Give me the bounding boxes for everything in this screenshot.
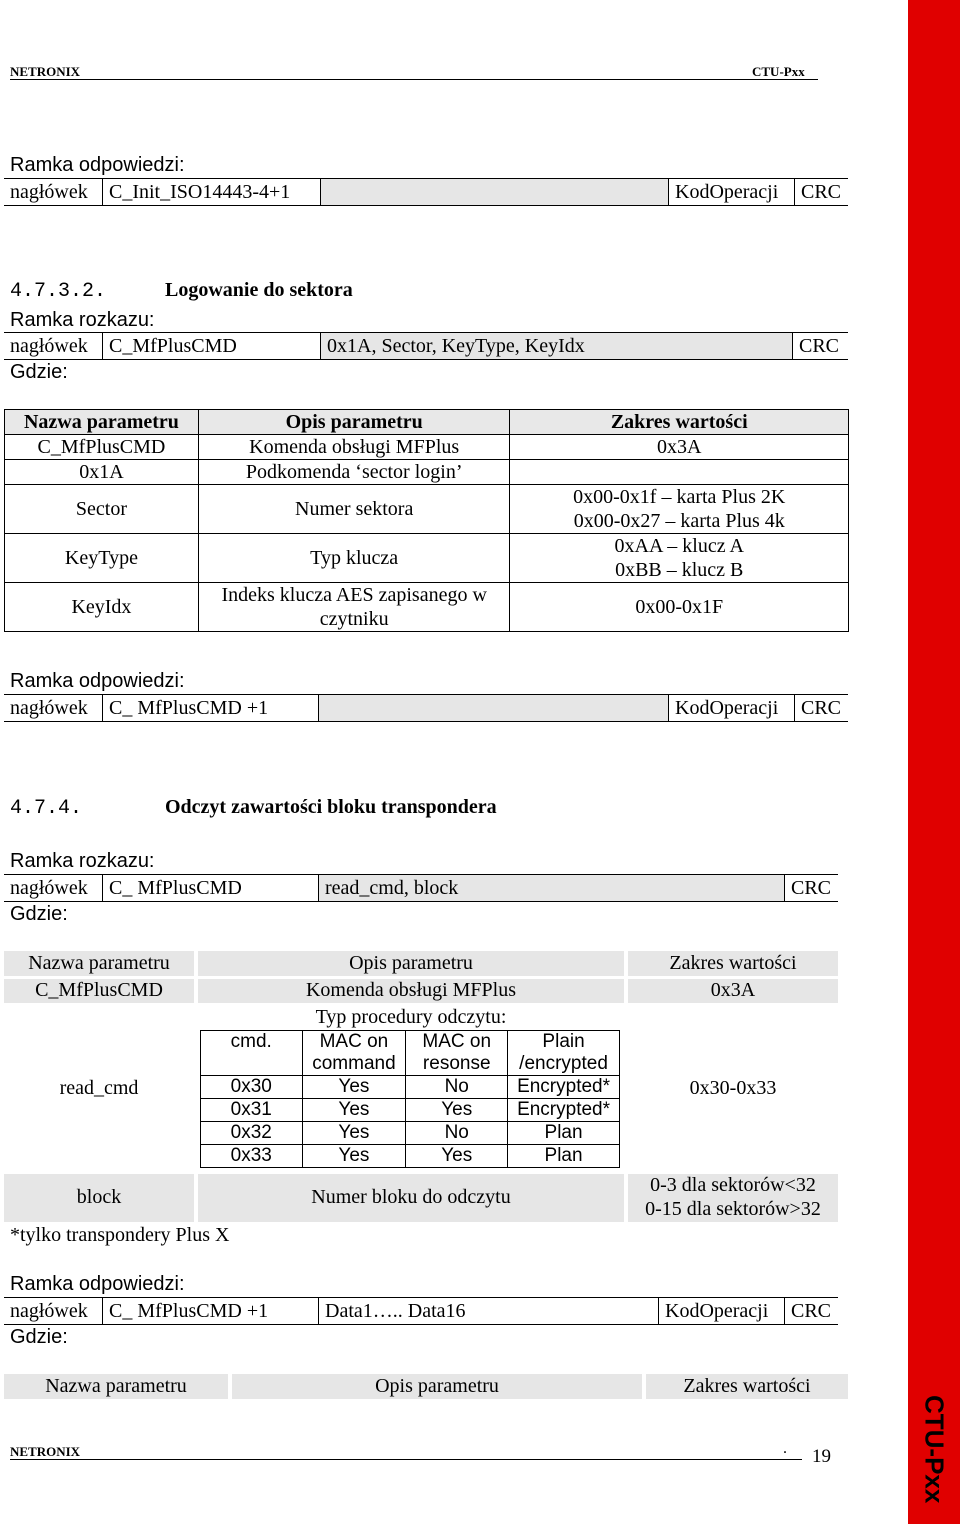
cell-desc: Komenda obsługi MFPlus [198,435,510,460]
frame-cell-crc: CRC [784,1298,838,1324]
s3-th-range: Zakres wartości [669,952,797,974]
table-row [5,583,849,632]
inner-header-row [201,1031,620,1076]
side-label: CTU-Pxx [919,1395,950,1504]
inner-th-cmd [201,1031,303,1076]
inner-cell: Yes [406,1099,508,1122]
s3-readcmd-name: read_cmd [59,1077,139,1099]
cell-desc [198,583,510,632]
cell-desc: Typ klucza [198,534,510,583]
th-desc: Opis parametru [198,410,510,435]
frame-cell-crc: CRC [794,695,848,721]
inner-row [201,1122,620,1145]
inner-cell: Yes [406,1145,508,1168]
table-header-row [5,410,849,435]
inner-cell: Yes [302,1099,406,1122]
s3-r1-desc: Komenda obsługi MFPlus [305,979,517,1001]
inner-th-plain [508,1031,620,1076]
s3-section-number: 4.7.4. [10,797,83,820]
inner-cell: 0x31 [201,1099,303,1122]
s3-readcmd-range: 0x30-0x33 [689,1077,777,1099]
s2-section-title: Logowanie do sektora [165,279,353,301]
cell-name: KeyType [5,534,199,583]
footer-company: NETRONIX [10,1444,81,1459]
inner-cell: Encrypted* [508,1076,620,1099]
footer-rule [10,1459,802,1460]
frame-cell-header: nagłówek [10,334,88,357]
frame-cell-header: nagłówek [10,1299,88,1322]
table-row [5,534,849,583]
inner-cell: Yes [302,1122,406,1145]
cell-range: 0x3A [510,435,849,460]
frame-cell-params: read_cmd, block [318,875,784,901]
s3-footnote: *tylko transpondery Plus X [10,1224,230,1246]
s3-response-frame [4,1297,838,1325]
inner-row [201,1076,620,1099]
frame-cell-params: 0x1A, Sector, KeyType, KeyIdx [320,333,792,359]
s3-readcmd-desc: Typ procedury odczytu: [315,1006,507,1028]
th-range: Zakres wartości [510,410,849,435]
s3-where-label: Gdzie: [10,903,68,925]
inner-cell: 0x30 [201,1076,303,1099]
s2-response-label: Ramka odpowiedzi: [10,670,185,692]
range-line: 0xAA – klucz A [614,535,744,557]
s2-response-frame [4,694,848,722]
range-line: 0xBB – klucz B [615,559,744,581]
s3-t2-th-desc: Opis parametru [375,1375,499,1397]
inner-cell: Encrypted* [508,1099,620,1122]
s3-readcmd-inner-table [200,1030,620,1168]
inner-th-text: cmd. [230,1031,272,1052]
frame-cell-cmd: C_Init_ISO14443-4+1 [102,179,320,205]
frame-cell-cmd: C_ MfPlusCMD +1 [102,1298,318,1324]
header-product: CTU-Pxx [752,64,805,79]
cell-name: KeyIdx [5,583,199,632]
frame-cell-empty [320,179,668,205]
header-company: NETRONIX [10,64,81,79]
th-name: Nazwa parametru [5,410,199,435]
s3-block-name: block [76,1186,122,1208]
range-line: 0x00-0x1f – karta Plus 2K [573,486,786,508]
cell-desc: Podkomenda ‘sector login’ [198,460,510,485]
cell-range: 0x00-0x1F [510,583,849,632]
inner-cell: 0x33 [201,1145,303,1168]
frame-cell-opcode: KodOperacji [668,179,794,205]
cell-range [510,460,849,485]
inner-th-text: Plain [542,1031,585,1052]
frame-cell-cmd: C_MfPlusCMD [102,333,320,359]
s3-command-label: Ramka rozkazu: [10,850,155,872]
cell-name: 0x1A [5,460,199,485]
table-row [5,460,849,485]
inner-th-text: MAC on [422,1031,492,1052]
frame-cell-crc: CRC [792,333,848,359]
frame-cell-header: nagłówek [10,876,88,899]
side-bar [908,0,960,1524]
inner-th-mac-cmd [302,1031,406,1076]
s2-where-label: Gdzie: [10,361,68,383]
desc-line: czytniku [319,608,389,630]
s3-block-range-1: 0-3 dla sektorów<32 [650,1174,816,1196]
table-row [5,485,849,534]
frame-cell-opcode: KodOperacji [668,695,794,721]
cell-range [510,534,849,583]
s3-section-title: Odczyt zawartości bloku transpondera [165,796,497,818]
frame-cell-data: Data1….. Data16 [318,1298,658,1324]
inner-row [201,1099,620,1122]
s3-response-label: Ramka odpowiedzi: [10,1273,185,1295]
frame-cell-crc: CRC [784,875,838,901]
frame-cell-empty [318,695,668,721]
range-line: 0x00-0x27 – karta Plus 4k [573,510,785,532]
s3-th-name: Nazwa parametru [28,952,170,974]
desc-line: Indeks klucza AES zapisanego w [221,584,487,606]
s3-t2-th-range: Zakres wartości [683,1375,811,1397]
table-row [5,435,849,460]
s3-where-label-2: Gdzie: [10,1326,68,1348]
cell-name: C_MfPlusCMD [5,435,199,460]
inner-cell: No [406,1122,508,1145]
s2-command-label: Ramka rozkazu: [10,309,155,331]
s3-block-desc: Numer bloku do odczytu [311,1186,511,1208]
footer-page-number: 19 [812,1446,831,1467]
frame-cell-header: nagłówek [10,180,88,203]
inner-cell: 0x32 [201,1122,303,1145]
inner-cell: Yes [302,1076,406,1099]
s3-r1-range: 0x3A [710,979,756,1001]
s3-t2-th-name: Nazwa parametru [45,1375,187,1397]
frame-cell-cmd: C_ MfPlusCMD [102,875,318,901]
inner-cell: Plan [508,1122,620,1145]
frame-cell-header: nagłówek [10,696,88,719]
frame-cell-opcode: KodOperacji [658,1298,784,1324]
inner-th-text: command [312,1053,396,1074]
s3-command-frame [4,874,838,902]
cell-name: Sector [5,485,199,534]
s3-th-desc: Opis parametru [349,952,473,974]
inner-th-text: /encrypted [519,1053,608,1074]
s2-command-frame [4,332,848,360]
inner-th-mac-resp [406,1031,508,1076]
s2-section-number: 4.7.3.2. [10,280,107,303]
frame-cell-crc: CRC [794,179,848,205]
inner-row [201,1145,620,1168]
s2-param-table [4,409,849,632]
frame-cell-cmd: C_ MfPlusCMD +1 [102,695,318,721]
s3-block-range-2: 0-15 dla sektorów>32 [645,1198,821,1220]
inner-th-text: resonse [422,1053,491,1074]
header-rule [10,79,818,80]
inner-cell: Yes [302,1145,406,1168]
s1-response-frame [4,178,848,206]
footer-dot: . [783,1440,787,1457]
inner-cell: Plan [508,1145,620,1168]
s1-response-label: Ramka odpowiedzi: [10,154,185,176]
inner-cell: No [406,1076,508,1099]
s3-r1-name: C_MfPlusCMD [35,979,163,1001]
cell-range [510,485,849,534]
cell-desc: Numer sektora [198,485,510,534]
inner-th-text: MAC on [319,1031,389,1052]
